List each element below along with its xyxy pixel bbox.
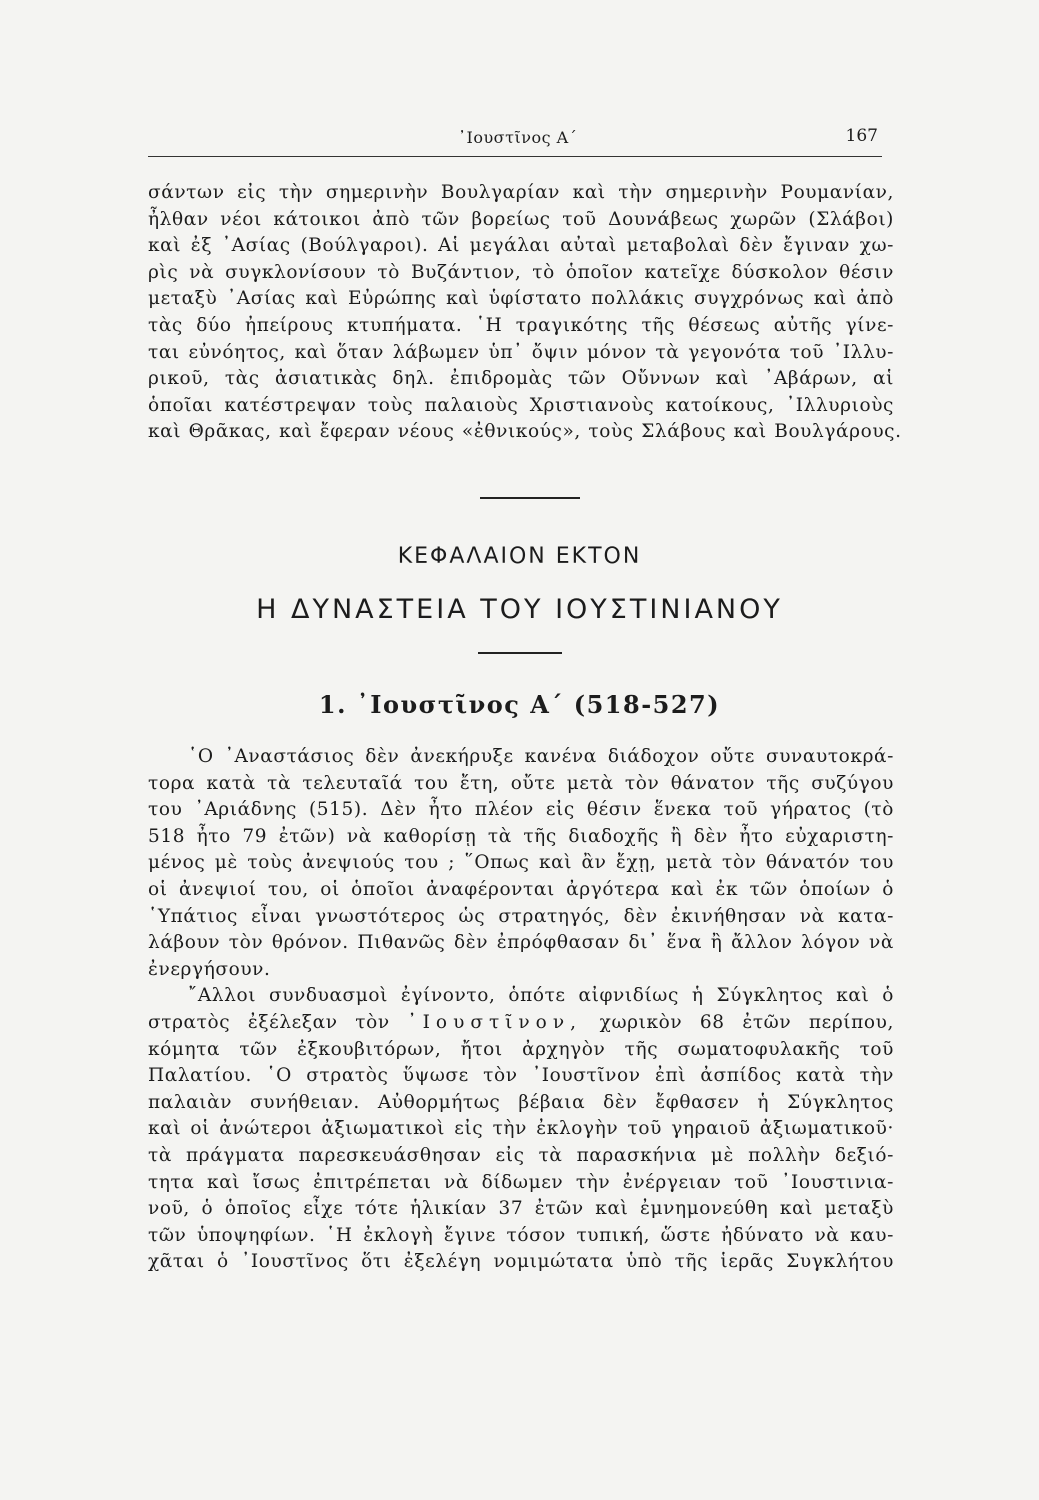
text-line: τὰς δύο ἠπείρους κτυπήματα. ῾Η τραγικότης τῆς θέσεως αὐτῆς γίνε-	[148, 314, 894, 336]
page-header	[148, 126, 882, 157]
text-line: 518 ἦτο 79 ἐτῶν) νὰ καθορίσῃ τὰ τῆς διαδοχῆς ἢ δὲν ἦτο εὐχαριστη-	[148, 825, 894, 847]
text-line: κόμητα τῶν ἐξκουβιτόρων, ἤτοι ἀρχηγὸν τῆς σωματοφυλακῆς τοῦ	[148, 1038, 894, 1060]
text-line: καὶ Θρᾶκας, καὶ ἔφεραν νέους «ἐθνικούς», τοὺς Σλάβους καὶ Βουλγάρους.	[148, 421, 902, 443]
text-line: μεταξὺ ᾿Ασίας καὶ Εὐρώπης καὶ ὑφίστατο πολλάκις συγχρόνως καὶ ἀπὸ	[148, 288, 894, 310]
text-line: καὶ οἱ ἀνώτεροι ἀξιωματικοὶ εἰς τὴν ἐκλογὴν τοῦ γηραιοῦ ἀξιωματικοῦ·	[148, 1118, 894, 1140]
text-line-with-name	[148, 1010, 894, 1037]
text-line: ῾Ο ᾿Αναστάσιος δὲν ἀνεκήρυξε κανένα διάδοχον οὔτε συναυτοκρά-	[188, 746, 894, 767]
text-line: καὶ ἐξ ᾿Ασίας (Βούλγαροι). Αἱ μεγάλαι αὐταὶ μεταβολαὶ δὲν ἔγιναν χω-	[148, 235, 894, 257]
text-line: ρικοῦ, τὰς ἀσιατικὰς δηλ. ἐπιδρομὰς τῶν Οὔννων καὶ ᾿Αβάρων, αἱ	[148, 368, 894, 390]
text-line: μένος μὲ τοὺς ἀνεψιούς του ; ῞Οπως καὶ ἂν ἔχῃ, μετὰ τὸν θάνατόν του	[148, 852, 894, 874]
chapter-label: ΚΕΦΑΛΑΙΟΝ ΕΚΤΟΝ	[397, 544, 642, 569]
text-line: τορα κατὰ τὰ τελευταῖά του ἔτη, οὔτε μετὰ τὸν θάνατον τῆς συζύγου	[148, 772, 894, 794]
section-heading: 1. ᾿Ιουστῖνος Α΄ (518-527)	[318, 690, 721, 719]
text-line: λάβουν τὸν θρόνον. Πιθανῶς δὲν ἐπρόφθασαν δι᾿ ἕνα ἢ ἄλλον λόγον νὰ	[148, 932, 894, 954]
text-line: ῎Αλλοι συνδυασμοὶ ἐγίνοντο, ὁπότε αἰφνιδίως ἡ Σύγκλητος καὶ ὁ	[188, 985, 894, 1007]
text-line: ὁποῖαι κατέστρεψαν τοὺς παλαιοὺς Χριστιανοὺς κατοίκους, ᾿Ιλλυριοὺς	[148, 394, 894, 416]
divider-rule	[480, 497, 580, 499]
divider-rule	[478, 652, 562, 654]
text-line: χᾶται ὁ ᾿Ιουστῖνος ὅτι ἐξελέγη νομιμώτατα ὑπὸ τῆς ἱερᾶς Συγκλήτου	[148, 1251, 894, 1273]
paragraph-1	[148, 744, 894, 1276]
text-line: τητα καὶ ἴσως ἐπιτρέπεται νὰ δίδωμεν τὴν ἐνέργειαν τοῦ ᾿Ιουστινια-	[148, 1171, 894, 1193]
text-line: ἦλθαν νέοι κάτοικοι ἀπὸ τῶν βορείως τοῦ Δουνάβεως χωρῶν (Σλάβοι)	[148, 208, 894, 230]
text-line: νοῦ, ὁ ὁποῖος εἶχε τότε ἡλικίαν 37 ἐτῶν καὶ ἐμνημονεύθη καὶ μεταξὺ	[148, 1198, 894, 1220]
text-segment: στρατὸς ἐξέλεξαν τὸν	[148, 1011, 390, 1033]
text-line: τὰ πράγματα παρεσκευάσθησαν εἰς τὰ παρασκήνια μὲ πολλὴν δεξιό-	[148, 1144, 894, 1166]
top-paragraph	[148, 180, 902, 446]
text-line: του ᾿Αριάδνης (515). Δὲν ἦτο πλέον εἰς θέσιν ἕνεκα τοῦ γήρατος (τὸ	[148, 799, 894, 821]
text-line: ται εὐνόητος, καὶ ὅταν λάβωμεν ὑπ᾿ ὄψιν μόνον τὰ γεγονότα τοῦ ᾿Ιλλυ-	[148, 341, 894, 363]
text-line: Παλατίου. ῾Ο στρατὸς ὕψωσε τὸν ᾿Ιουστῖνον ἐπὶ ἀσπίδος κατὰ τὴν	[148, 1065, 894, 1087]
chapter-title: Η ΔΥΝΑΣΤΕΙΑ ΤΟΥ ΙΟΥΣΤΙΝΙΑΝΟΥ	[256, 594, 783, 625]
text-line: ρὶς νὰ συγκλονίσουν τὸ Βυζάντιον, τὸ ὁποῖον κατεῖχε δύσκολον θέσιν	[148, 261, 894, 283]
text-line: ῾Υπάτιος εἶναι γνωστότερος ὡς στρατηγός, δὲν ἐκινήθησαν νὰ κατα-	[148, 905, 894, 927]
emphasized-name: ᾿Ιουστῖνον,	[407, 1011, 582, 1033]
text-line: τῶν ὑποψηφίων. ῾Η ἐκλογὴ ἔγινε τόσον τυπική, ὥστε ἠδύνατο νὰ καυ-	[148, 1224, 894, 1246]
text-line: σάντων εἰς τὴν σημερινὴν Βουλγαρίαν καὶ τὴν σημερινὴν Ρουμανίαν,	[148, 182, 894, 203]
text-segment: χωρικὸν 68 ἐτῶν περίπου,	[599, 1011, 894, 1033]
text-line: ἐνεργήσουν.	[148, 958, 271, 980]
page-number: 167	[845, 126, 878, 146]
text-line: οἱ ἀνεψιοί του, οἱ ὁποῖοι ἀναφέρονται ἀργότερα καὶ ἐκ τῶν ὁποίων ὁ	[148, 878, 894, 900]
running-head: ᾿Ιουστῖνος Α΄	[458, 128, 578, 147]
text-line: παλαιὰν συνήθειαν. Αὐθορμήτως βέβαια δὲν ἔφθασεν ἡ Σύγκλητος	[148, 1091, 894, 1113]
